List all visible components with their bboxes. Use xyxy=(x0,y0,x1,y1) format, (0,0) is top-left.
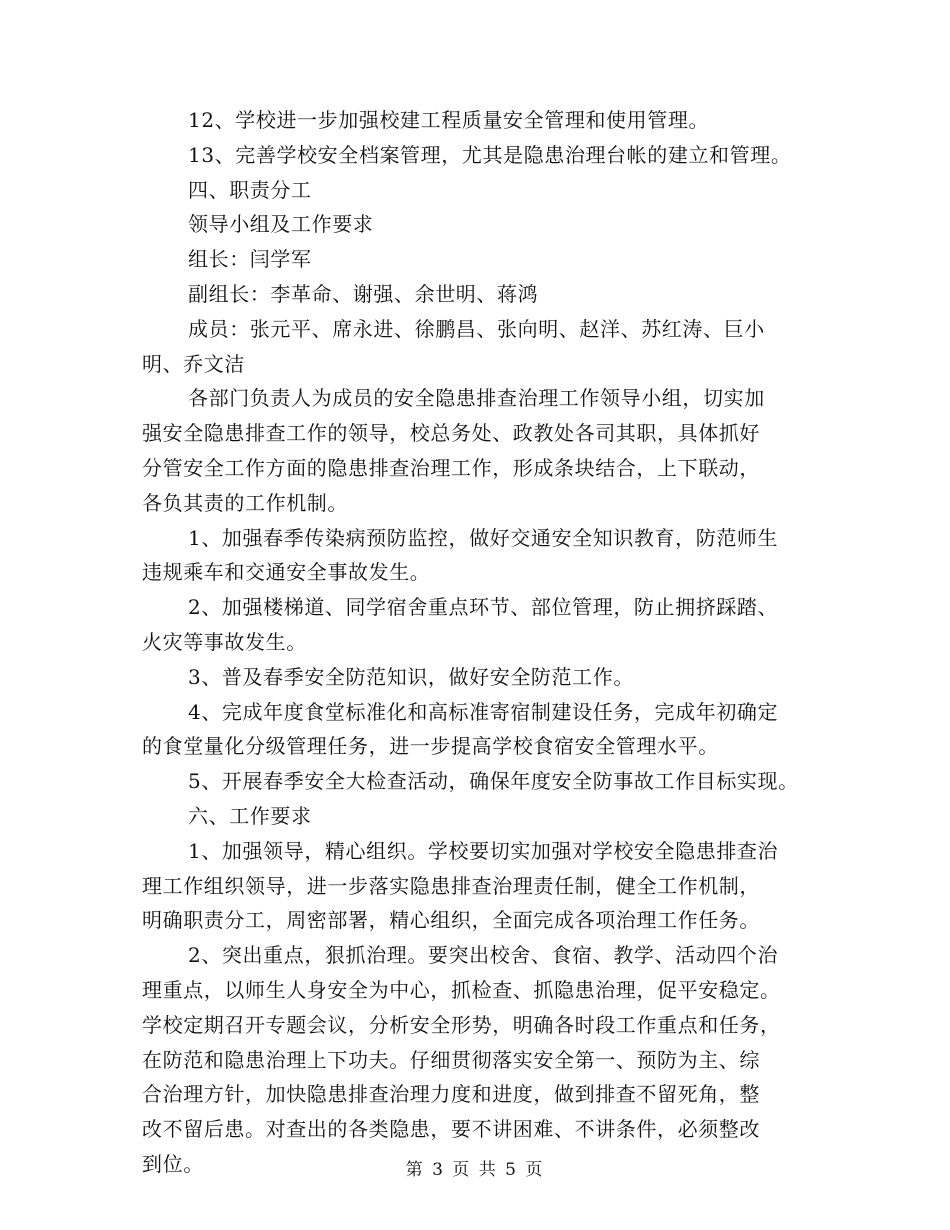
text-line: 在防范和隐患治理上下功夫。仔细贯彻落实安全第一、预防为主、综 xyxy=(142,1047,760,1072)
document-body xyxy=(142,103,822,1182)
text-line: 副组长：李革命、谢强、余世明、蒋鸿 xyxy=(188,281,539,306)
text-line: 理重点，以师生人身安全为中心，抓检查、抓隐患治理，促平安稳定。 xyxy=(142,977,781,1002)
text-line: 5、开展春季安全大检查活动，确保年度安全防事故工作目标实现。 xyxy=(188,769,799,794)
text-line: 强安全隐患排查工作的领导，校总务处、政教处各司其职，具体抓好 xyxy=(142,421,760,446)
text-line: 1、加强春季传染病预防监控，做好交通安全知识教育，防范师生 xyxy=(188,525,779,550)
text-line: 明确职责分工，周密部署，精心组织，全面完成各项治理工作任务。 xyxy=(142,908,760,933)
text-line: 六、工作要求 xyxy=(188,803,312,828)
text-line: 领导小组及工作要求 xyxy=(188,212,374,237)
text-line: 2、加强楼梯道、同学宿舍重点环节、部位管理，防止拥挤踩踏、 xyxy=(188,595,779,620)
text-line: 各负其责的工作机制。 xyxy=(142,490,348,515)
text-line: 成员：张元平、席永进、徐鹏昌、张向明、赵洋、苏红涛、巨小 xyxy=(188,316,765,341)
text-line: 13、完善学校安全档案管理，尤其是隐患治理台帐的建立和管理。 xyxy=(188,142,792,167)
text-line: 各部门负责人为成员的安全隐患排查治理工作领导小组，切实加 xyxy=(188,386,765,411)
text-line: 到位。 xyxy=(142,1151,204,1176)
text-line: 学校定期召开专题会议，分析安全形势，明确各时段工作重点和任务， xyxy=(142,1012,781,1037)
text-line: 1、加强领导，精心组织。学校要切实加强对学校安全隐患排查治 xyxy=(188,838,779,863)
text-line: 四、职责分工 xyxy=(188,177,312,202)
text-line: 3、普及春季安全防范知识，做好安全防范工作。 xyxy=(188,664,634,689)
text-line: 明、乔文洁 xyxy=(142,351,245,376)
text-line: 12、学校进一步加强校建工程质量安全管理和使用管理。 xyxy=(188,108,710,132)
page-number-footer: 第 3 页 共 5 页 xyxy=(405,1160,545,1180)
text-line: 2、突出重点，狠抓治理。要突出校舍、食宿、教学、活动四个治 xyxy=(188,943,779,968)
text-line: 合治理方针，加快隐患排查治理力度和进度，做到排查不留死角，整 xyxy=(142,1082,760,1107)
text-line: 违规乘车和交通安全事故发生。 xyxy=(142,560,431,585)
text-line: 理工作组织领导，进一步落实隐患排查治理责任制，健全工作机制， xyxy=(142,873,760,898)
text-line: 4、完成年度食堂标准化和高标准寄宿制建设任务，完成年初确定 xyxy=(188,699,779,724)
text-line: 的食堂量化分级管理任务，进一步提高学校食宿安全管理水平。 xyxy=(142,734,719,759)
text-line: 改不留后患。对查出的各类隐患，要不讲困难、不讲条件，必须整改 xyxy=(142,1117,760,1142)
text-line: 组长：闫学军 xyxy=(188,247,312,272)
text-line: 火灾等事故发生。 xyxy=(142,629,307,654)
text-line: 分管安全工作方面的隐患排查治理工作，形成条块结合，上下联动， xyxy=(142,455,760,480)
